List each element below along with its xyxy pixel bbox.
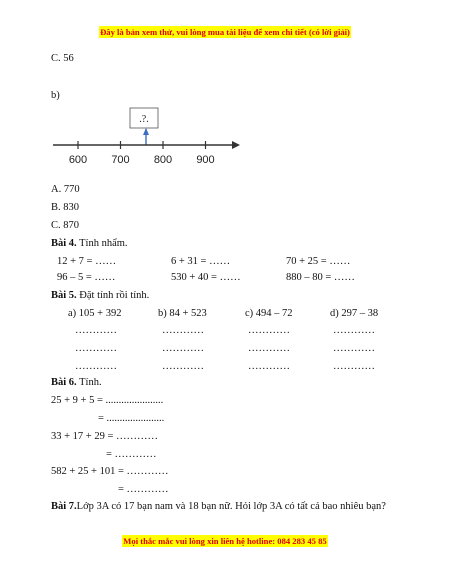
bai6-line-6: = ………… xyxy=(118,484,169,495)
hotline-banner: Mọi thắc mắc vui lòng xin liên hệ hotline: 084 283 45 85 xyxy=(123,536,327,546)
option-c-prev: C. 56 xyxy=(51,53,74,64)
bai5-problem-b: b) 84 + 523 xyxy=(158,308,207,319)
bai4-r1c3: 70 + 25 = …… xyxy=(286,256,351,267)
bai4-title: Bài 4. xyxy=(51,238,77,249)
number-line-tick-label: 600 xyxy=(68,154,88,166)
bai5-problem-a: a) 105 + 392 xyxy=(68,308,122,319)
blank: ………… xyxy=(75,343,117,354)
blank: ………… xyxy=(75,361,117,372)
blank: ………… xyxy=(75,325,117,336)
blank: ………… xyxy=(248,325,290,336)
option-b: B. 830 xyxy=(51,202,80,213)
number-line-arrow xyxy=(232,141,240,149)
bai6-instruction: Tính. xyxy=(79,377,102,388)
bai4-r1c2: 6 + 31 = …… xyxy=(171,256,231,267)
blank: ………… xyxy=(248,343,290,354)
bai7-title: Bài 7. xyxy=(51,501,77,512)
bai5-problem-d: d) 297 – 38 xyxy=(330,308,379,319)
blank: ………… xyxy=(162,361,204,372)
unknown-value-label: .?. xyxy=(139,114,149,125)
bai6-line-4: = ………… xyxy=(106,449,157,460)
bai4-instruction: Tính nhẩm. xyxy=(79,238,128,249)
number-line-tick-label: 900 xyxy=(196,154,215,166)
bai7-text: Lớp 3A có 17 bạn nam và 18 bạn nữ. Hỏi lớp 3A có tất cả bao nhiêu bạn? xyxy=(76,501,386,512)
blank: ………… xyxy=(333,325,375,336)
blank: ………… xyxy=(333,361,375,372)
bai4-r2c3: 880 – 80 = …… xyxy=(286,272,355,283)
bai5-instruction: Đặt tính rồi tính. xyxy=(79,290,150,301)
bai5-heading xyxy=(51,291,149,302)
bai6-heading xyxy=(51,378,102,389)
part-b-label: b) xyxy=(51,90,60,101)
blank: ………… xyxy=(162,343,204,354)
preview-banner: Đây là bản xem thử, vui lòng mua tài liệu để xem chi tiết (có lời giải) xyxy=(100,27,350,37)
blank: ………… xyxy=(333,343,375,354)
marker-arrowhead xyxy=(143,128,149,135)
bai4-r2c2: 530 + 40 = …… xyxy=(171,272,241,283)
bai4-r2c1: 96 – 5 = …… xyxy=(57,272,116,283)
number-line-figure xyxy=(50,105,250,167)
bai6-title: Bài 6. xyxy=(51,377,77,388)
bai6-line-1: 25 + 9 + 5 = ...................... xyxy=(51,395,164,406)
bai6-line-5: 582 + 25 + 101 = ………… xyxy=(51,466,169,477)
bai6-line-2: = ...................... xyxy=(98,413,165,424)
blank: ………… xyxy=(162,325,204,336)
option-a: A. 770 xyxy=(51,184,80,195)
number-line-tick-label: 700 xyxy=(111,154,130,166)
bai5-problem-c: c) 494 – 72 xyxy=(245,308,293,319)
blank: ………… xyxy=(248,361,290,372)
bai5-title: Bài 5. xyxy=(51,290,77,301)
option-c: C. 870 xyxy=(51,220,80,231)
bai7-heading xyxy=(51,502,386,513)
bai4-r1c1: 12 + 7 = …… xyxy=(57,256,117,267)
bai4-heading xyxy=(51,239,128,250)
bai6-line-3: 33 + 17 + 29 = ………… xyxy=(51,431,159,442)
number-line-tick-label: 800 xyxy=(153,154,173,166)
